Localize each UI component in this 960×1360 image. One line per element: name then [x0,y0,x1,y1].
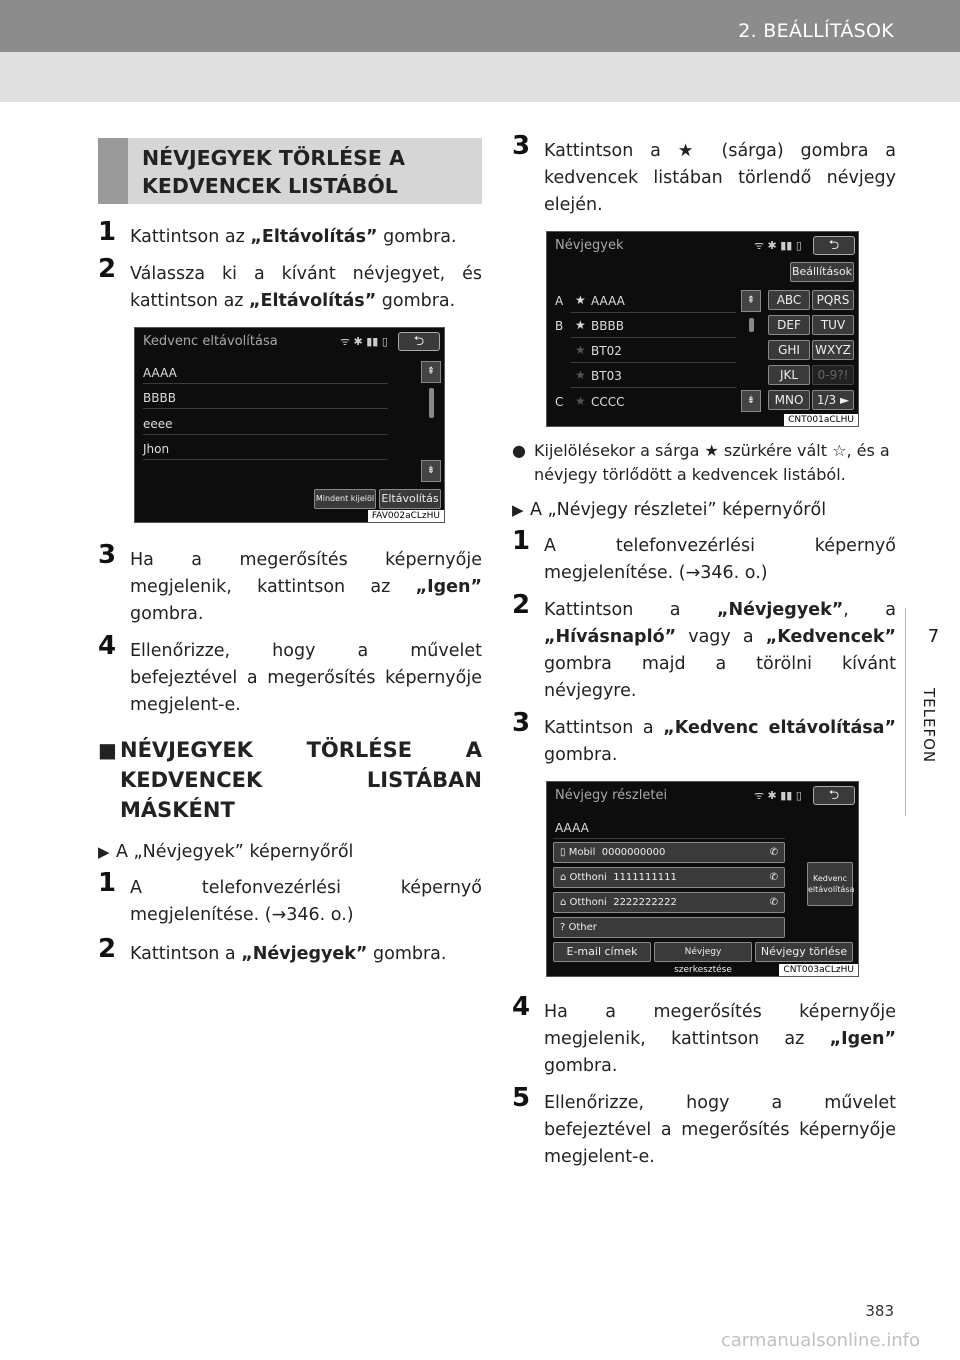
key-button[interactable]: TUV [812,315,854,335]
phone-entry[interactable]: ⌂ Otthoni 1111111111 ✆ [553,867,785,888]
settings-button[interactable]: Beállítások [790,262,854,282]
scroll-up-button[interactable]: ⇞ [421,361,441,383]
chapter-number: 7 [927,626,940,647]
step: 3 Ha a megerősítés képernyője megjelenik, kattintson az „Igen” gombra. [98,540,482,624]
mobile-icon: ▯ [560,847,566,858]
step: 1 Kattintson az „Eltávolítás” gombra. [98,217,457,247]
image-code: CNT003aCLzHU [779,964,858,976]
key-button[interactable]: ABC [768,290,810,310]
list-item[interactable]: eeee [143,417,173,431]
screenshot-remove-favorite [134,327,445,523]
image-code: CNT001aCLHU [784,414,858,426]
index-letter: A [555,294,564,308]
remove-favorite-button[interactable]: Kedvenc eltávolítása [807,862,853,906]
page-number: 383 [865,1302,894,1320]
back-button[interactable]: ⮌ [813,786,855,805]
scrollbar[interactable] [429,388,434,418]
contact-name[interactable]: CCCC [591,395,625,409]
contact-name[interactable]: BT03 [591,369,622,383]
status-icons: ᯤ ✱ ▮▮ ▯ [340,335,388,348]
chapter-tab [905,608,960,816]
navigation-path: ▶ A „Névjegy részletei” képernyőről [512,500,827,520]
phone-icon: ✆ [769,897,778,908]
key-button[interactable]: DEF [768,315,810,335]
delete-contact-button[interactable]: Névjegy törlése [755,942,853,962]
home-icon: ⌂ [560,897,567,908]
subheading: ■ NÉVJEGYEK TÖRLÉSE A KEDVENCEK LISTÁBAN MÁSKÉNT [98,738,482,822]
key-button[interactable]: PQRS [812,290,854,310]
phone-icon: ✆ [769,872,778,883]
back-button[interactable]: ⮌ [398,332,440,351]
screen-title: Kedvenc eltávolítása [143,334,278,349]
favorite-star-icon[interactable]: ★ [575,394,586,408]
list-item[interactable]: AAAA [143,366,177,380]
key-button[interactable]: GHI [768,340,810,360]
contact-name[interactable]: BBBB [591,319,624,333]
step: 4 Ellenőrizze, hogy a művelet befejeztével a megerősítés képernyője megjelent-e. [98,631,482,715]
screen-title: Névjegy részletei [555,788,668,803]
chapter-label: TELEFON [920,688,938,764]
contact-name: AAAA [555,821,589,835]
remove-button[interactable]: Eltávolítás [379,489,441,509]
key-button[interactable]: JKL [768,365,810,385]
section-box-title: NÉVJEGYEK TÖRLÉSE A KEDVENCEK LISTÁBÓL [98,138,482,204]
favorite-star-icon[interactable]: ★ [575,293,586,307]
step: 1 A telefonvezérlési képernyő megjelenítése. (→346. o.) [512,526,896,583]
contact-name[interactable]: BT02 [591,344,622,358]
favorite-star-icon[interactable]: ★ [575,368,586,382]
list-item[interactable]: Jhon [143,442,170,456]
key-button[interactable]: 0-9?! [812,365,854,385]
index-letter: B [555,319,564,333]
header-bar [0,0,960,52]
step: 2 Kattintson a „Névjegyek”, a „Hívásnapló” vagy a „Kedvencek” gombra majd a törölni kívánt névjegyre. [512,590,896,701]
index-letter: C [555,395,564,409]
phone-entry[interactable]: ⌂ Otthoni 2222222222 ✆ [553,892,785,913]
phone-icon: ✆ [769,847,778,858]
step: 2 Kattintson a „Névjegyek” gombra. [98,934,447,964]
scrollbar[interactable] [749,318,754,332]
favorite-star-icon[interactable]: ★ [575,318,586,332]
step: 4 Ha a megerősítés képernyője megjelenik, kattintson az „Igen” gombra. [512,992,896,1076]
page-button[interactable]: 1/3 ► [812,390,854,410]
contact-name[interactable]: AAAA [591,294,625,308]
key-button[interactable]: WXYZ [812,340,854,360]
right-column [512,131,896,1171]
scroll-up-button[interactable]: ⇞ [741,290,761,312]
phone-entry[interactable]: ? Other [553,917,785,938]
home-icon: ⌂ [560,872,567,883]
screen-title: Névjegyek [555,238,624,253]
status-icons: ᯤ ✱ ▮▮ ▯ [754,789,802,802]
left-column [98,138,482,968]
image-code: FAV002aCLzHU [368,510,444,522]
list-item[interactable]: BBBB [143,391,176,405]
question-icon: ? [560,922,566,933]
step: 3 Kattintson a ★ (sárga) gombra a kedvencek listában törlendő névjegy elején. [512,131,896,215]
section-title: 2. BEÁLLÍTÁSOK [738,20,894,42]
favorite-star-icon[interactable]: ★ [575,343,586,357]
status-icons: ᯤ ✱ ▮▮ ▯ [754,239,802,252]
select-all-button[interactable]: Mindent kijelöl [314,489,376,509]
header-subbar [0,52,960,102]
step: 5 Ellenőrizze, hogy a művelet befejeztével a megerősítés képernyője megjelent-e. [512,1083,896,1167]
email-button[interactable]: E-mail címek [553,942,651,962]
scroll-down-button[interactable]: ⇟ [741,390,761,412]
navigation-path: ▶ A „Névjegyek” képernyőről [98,842,354,862]
screenshot-contact-details [546,781,859,977]
step: 3 Kattintson a „Kedvenc eltávolítása” gombra. [512,708,896,765]
edit-contact-button[interactable]: Névjegy szerkesztése [654,942,752,962]
scroll-down-button[interactable]: ⇟ [421,460,441,482]
watermark: carmanualsonline.info [720,1330,920,1351]
step: 2 Válassza ki a kívánt névjegyet, és kattintson az „Eltávolítás” gombra. [98,254,482,311]
phone-entry[interactable]: ▯ Mobil 0000000000 ✆ [553,842,785,863]
back-button[interactable]: ⮌ [813,236,855,255]
note-bullet: ● Kijelölésekor a sárga ★ szürkére vált ☆, és a névjegy törlődött a kedvencek listából. [512,441,890,484]
screenshot-contacts [546,231,859,427]
key-button[interactable]: MNO [768,390,810,410]
step: 1 A telefonvezérlési képernyő megjelenítése. (→346. o.) [98,868,482,925]
